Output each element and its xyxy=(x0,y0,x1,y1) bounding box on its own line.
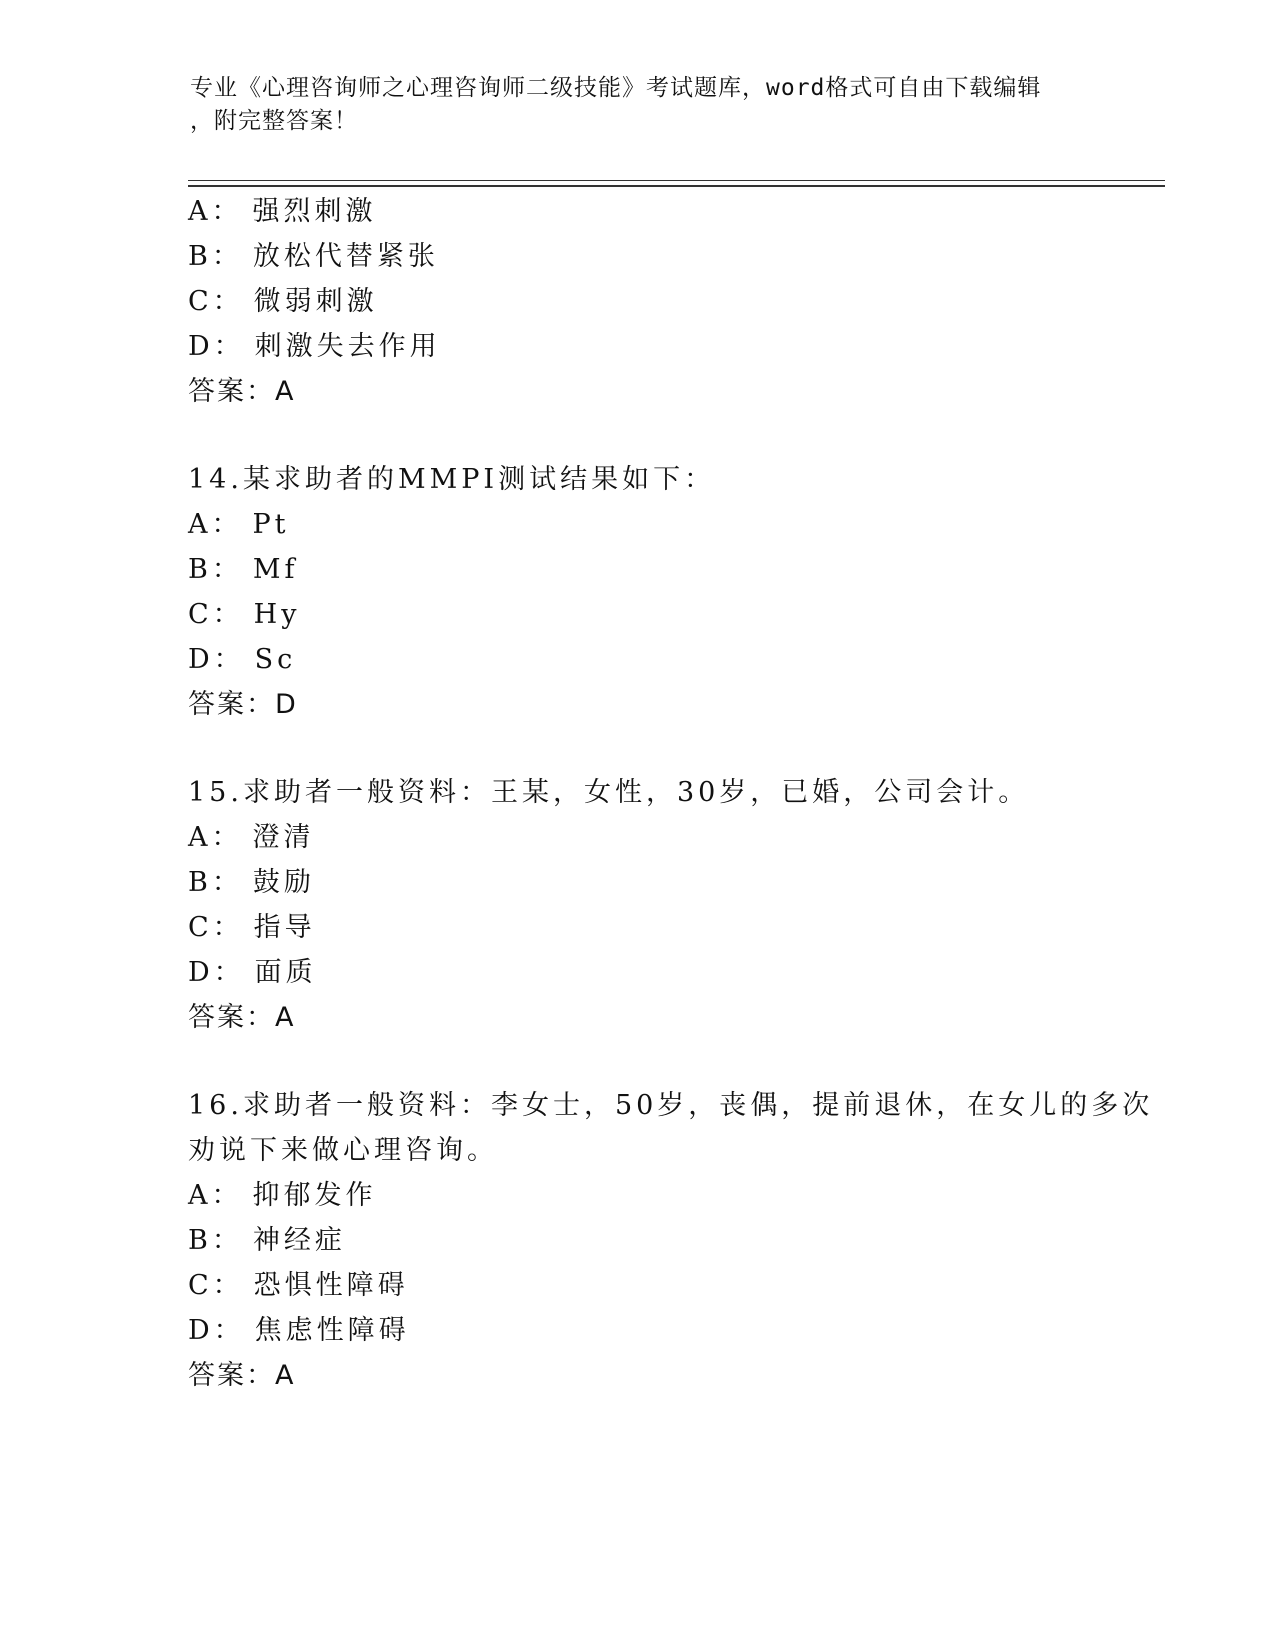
option-b: B： 神经症 xyxy=(188,1225,346,1256)
option-d: D： 刺激失去作用 xyxy=(188,331,441,362)
option-text: 面质 xyxy=(254,957,317,988)
answer-label: 答案： xyxy=(188,1002,275,1033)
answer-line xyxy=(188,372,295,412)
option-c: C： 恐惧性障碍 xyxy=(188,1270,409,1301)
answer-line xyxy=(188,998,295,1038)
question-text-continuation: 劝说下来做心理咨询。 xyxy=(188,1135,498,1166)
option-text: Hy xyxy=(253,599,301,630)
answer-value: D xyxy=(275,689,298,720)
option-d: D： 焦虑性障碍 xyxy=(188,1315,410,1346)
option-text: 恐惧性障碍 xyxy=(253,1270,409,1301)
question-text: 14.某求助者的MMPI测试结果如下： xyxy=(188,460,715,500)
answer-label: 答案： xyxy=(188,1360,275,1391)
header-line-2: ，附完整答案！ xyxy=(190,108,358,134)
answer-label: 答案： xyxy=(188,376,275,407)
answer-value: A xyxy=(275,376,296,407)
option-b: B： Mf xyxy=(188,554,299,585)
option-a: A： Pt xyxy=(188,509,290,540)
option-text: 指导 xyxy=(253,912,316,943)
option-text: 鼓励 xyxy=(252,867,315,898)
option-text: 放松代替紧张 xyxy=(252,241,439,272)
answer-value: A xyxy=(275,1002,296,1033)
option-text: 焦虑性障碍 xyxy=(254,1315,410,1346)
option-a: A： 澄清 xyxy=(188,822,315,853)
option-text: 神经症 xyxy=(252,1225,346,1256)
question-number: 15. xyxy=(188,777,243,808)
option-a: A： 抑郁发作 xyxy=(188,1180,377,1211)
question-number: 14. xyxy=(188,464,243,495)
option-text: Mf xyxy=(252,554,299,585)
option-text: 微弱刺激 xyxy=(253,286,378,317)
header-divider-top xyxy=(188,180,1165,181)
option-b: B： 鼓励 xyxy=(188,867,315,898)
option-text: 抑郁发作 xyxy=(252,1180,377,1211)
option-c: C： 指导 xyxy=(188,912,316,943)
option-d: D： Sc xyxy=(188,644,297,675)
option-b: B： 放松代替紧张 xyxy=(188,241,439,272)
option-text: Pt xyxy=(252,509,290,540)
question-text: 16.求助者一般资料：李女士，50岁，丧偶，提前退休，在女儿的多次 xyxy=(188,1086,1153,1126)
answer-line xyxy=(188,1356,295,1396)
header-divider-bottom xyxy=(188,185,1165,187)
option-c: C： 微弱刺激 xyxy=(188,286,378,317)
answer-line xyxy=(188,685,298,725)
option-a: A： 强烈刺激 xyxy=(188,196,377,227)
option-c: C： Hy xyxy=(188,599,301,630)
option-d: D： 面质 xyxy=(188,957,317,988)
question-number: 16. xyxy=(188,1090,243,1121)
option-text: Sc xyxy=(254,644,297,675)
question-text: 15.求助者一般资料：王某，女性，30岁，已婚，公司会计。 xyxy=(188,773,1029,813)
option-text: 刺激失去作用 xyxy=(254,331,441,362)
option-text: 强烈刺激 xyxy=(252,196,377,227)
header-line-1: 专业《心理咨询师之心理咨询师二级技能》考试题库，word格式可自由下载编辑 xyxy=(190,75,1042,101)
document-header xyxy=(190,72,1090,138)
answer-value: A xyxy=(275,1360,296,1391)
option-text: 澄清 xyxy=(252,822,315,853)
answer-label: 答案： xyxy=(188,689,275,720)
